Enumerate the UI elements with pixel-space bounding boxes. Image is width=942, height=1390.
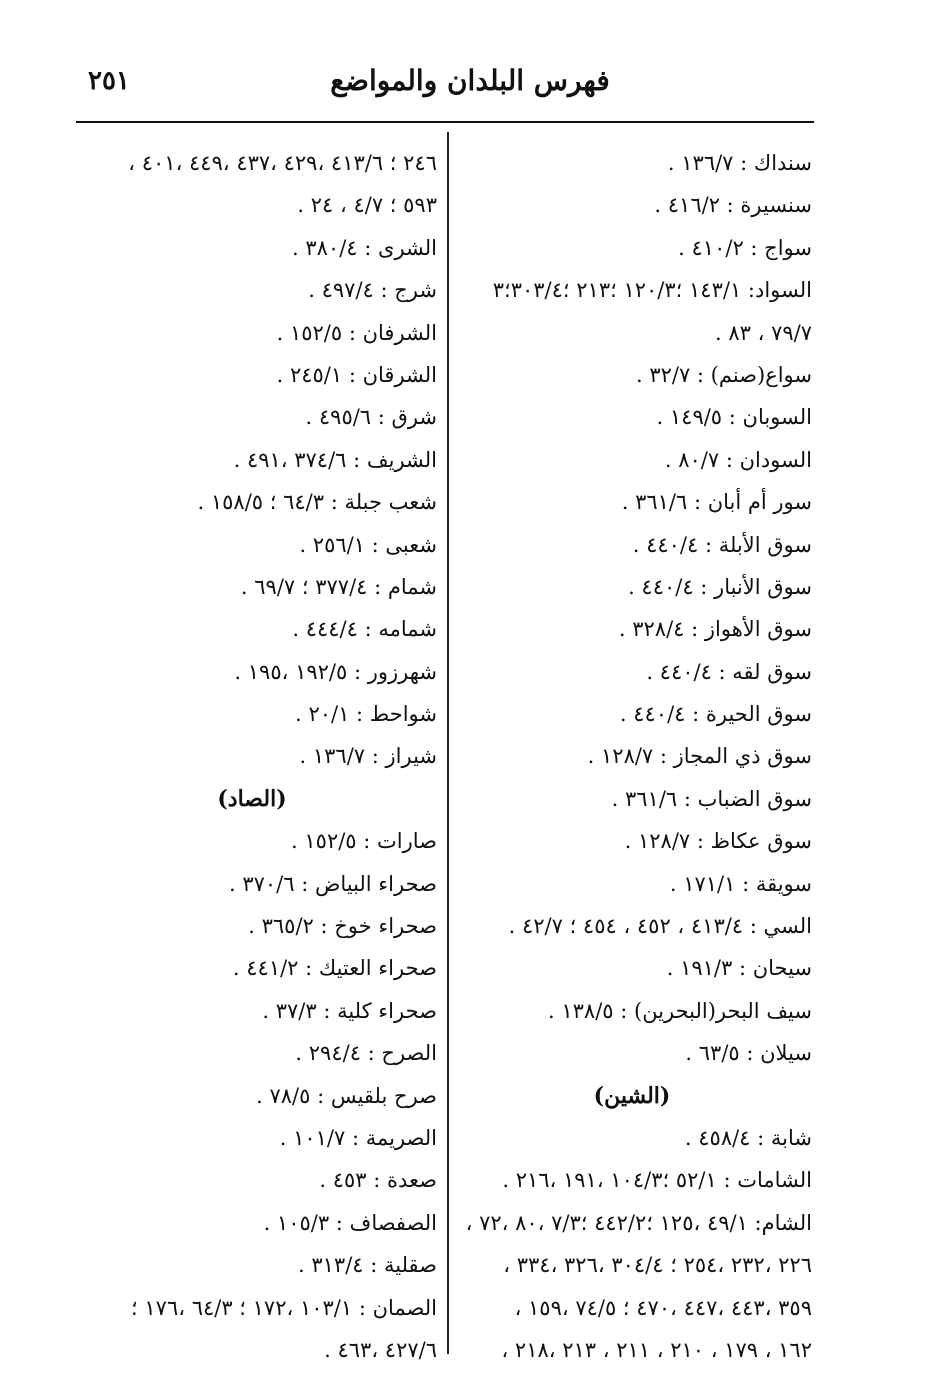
index-entry: سيلان : ٦٣/٥ . (685, 1041, 812, 1066)
index-entry: سوق الضباب : ٣٦١/٦ . (611, 786, 812, 811)
index-entry: سوق عكاظ : ١٢٨/٧ . (624, 829, 812, 854)
index-entry: صقلية : ٣١٣/٤ . (298, 1253, 437, 1278)
header-rule (76, 121, 814, 123)
index-entry: السواد: ١٤٣/١ ؛١٢٠/٣ ؛٢١٣ ؛٣٠٣/٤؛٣ (492, 278, 812, 303)
index-entry: شيراز : ١٣٦/٧ . (299, 744, 437, 769)
index-entry: الشام: ٤٩/١ ،١٢٥ ؛٤٤٢/٢ ؛٧/٣ ،٨٠ ،٧٢ ، (465, 1210, 812, 1235)
index-entry: السوبان : ١٤٩/٥ . (656, 405, 812, 430)
index-entry: سوق ذي المجاز : ١٢٨/٧ . (587, 744, 812, 769)
index-entry: صحراء العتيك : ٤٤١/٢ . (232, 956, 437, 981)
section-heading: (الشين) (593, 1082, 671, 1109)
index-entry: شابة : ٤٥٨/٤ . (684, 1125, 812, 1150)
index-entry: صحراء كلية : ٣٧/٣ . (262, 998, 437, 1023)
index-entry: سوق الأبلة : ٤٤٠/٤ . (632, 532, 812, 557)
index-entry: ٤٢٧/٦ ،٤٦٣ . (324, 1337, 437, 1362)
index-entry: صرح بلقيس : ٧٨/٥ . (256, 1083, 437, 1108)
index-entry: الصمان : ١٠٣/١ ،١٧٢ ؛ ٦٤/٣ ،١٧٦ ؛ (131, 1295, 437, 1320)
index-entry: شمام : ٣٧٧/٤ ؛ ٦٩/٧ . (240, 574, 437, 599)
index-entry: شرق : ٤٩٥/٦ . (305, 405, 437, 430)
index-entry: سوق لقه : ٤٤٠/٤ . (646, 659, 812, 684)
column-divider (447, 132, 449, 1354)
index-entry: السودان : ٨٠/٧ . (664, 447, 812, 472)
index-entry: صارات : ١٥٢/٥ . (291, 829, 437, 854)
index-entry: الشرفان : ١٥٢/٥ . (276, 320, 437, 345)
page-number: ٢٥١ (88, 66, 130, 96)
index-entry: سيحان : ١٩١/٣ . (666, 956, 812, 981)
index-entry: ٥٩٣ ؛ ٤/٧ ، ٢٤ . (297, 193, 437, 218)
index-entry: شواحط : ٢٠/١ . (295, 702, 437, 727)
index-entry: شعب جبلة : ٦٤/٣ ؛ ١٥٨/٥ . (197, 490, 437, 515)
index-entry: ٢٤٦ ؛ ٤١٣/٦ ،٤٢٩ ،٤٣٧ ،٤٤٩ ،٤٠١ ، (128, 151, 437, 175)
index-entry: سنسيرة : ٤١٦/٢ . (654, 193, 812, 218)
index-entry: الشرى : ٣٨٠/٤ . (292, 235, 437, 260)
index-entry: سور أم أبان : ٣٦١/٦ . (621, 490, 812, 515)
index-entry: ٧٩/٧ ، ٨٣ . (715, 320, 812, 345)
index-entry: شمامه : ٤٤٤/٤ . (292, 617, 437, 642)
index-entry: سواع(صنم) : ٣٢/٧ . (635, 362, 812, 387)
index-entry: ١٦٢ ، ١٧٩ ، ٢١٠ ، ٢١١ ، ٢١٣ ،٢١٨ ، (501, 1337, 812, 1362)
index-entry: سنداك : ١٣٦/٧ . (667, 151, 812, 175)
page-title: فهرس البلدان والمواضع (330, 64, 610, 97)
section-heading: (الصاد) (217, 785, 287, 812)
index-entry: سيف البحر(البحرين) : ١٣٨/٥ . (548, 998, 812, 1023)
index-entry: شعبى : ٢٥٦/١ . (299, 532, 437, 557)
index-entry: الصرح : ٢٩٤/٤ . (295, 1041, 437, 1066)
index-entry: شهرزور : ١٩٢/٥ ،١٩٥ . (234, 659, 437, 684)
index-entry: الشامات : ٥٢/١ ؛١٠٤/٣ ،١٩١ ،٢١٦ . (502, 1168, 812, 1193)
index-entry: صعدة : ٤٥٣ . (319, 1168, 437, 1193)
index-entry: السي : ٤١٣/٤ ، ٤٥٢ ، ٤٥٤ ؛ ٤٢/٧ . (508, 914, 812, 939)
index-column-right (452, 142, 812, 1371)
index-entry: شرج : ٤٩٧/٤ . (308, 278, 437, 303)
index-entry: ٢٢٦ ،٢٣٢ ،٢٥٤ ؛ ٣٠٤/٤ ،٣٢٦ ،٣٣٤ ، (503, 1253, 812, 1278)
index-entry: الصريمة : ١٠١/٧ . (279, 1125, 437, 1150)
index-entry: سوق الحيرة : ٤٤٠/٤ . (619, 702, 812, 727)
index-entry: صحراء خوخ : ٣٦٥/٢ . (248, 914, 437, 939)
index-column-left (67, 142, 437, 1371)
index-entry: سوق الأهواز : ٣٢٨/٤ . (618, 617, 812, 642)
index-entry: سويقة : ١٧١/١ . (669, 871, 812, 896)
index-entry: سواج : ٤١٠/٢ . (678, 235, 812, 260)
index-entry: الشريف : ٣٧٤/٦ ،٤٩١ . (233, 447, 437, 472)
index-entry: الصفصاف : ١٠٥/٣ . (263, 1210, 437, 1235)
index-entry: الشرقان : ٢٤٥/١ . (276, 362, 437, 387)
index-entry: ٣٥٩ ،٤٤٣ ،٤٤٧ ،٤٧٠ ؛ ٧٤/٥ ،١٥٩ ، (514, 1295, 812, 1320)
index-entry: صحراء البياض : ٣٧٠/٦ . (228, 871, 437, 896)
index-entry: سوق الأنبار : ٤٤٠/٤ . (628, 574, 812, 599)
